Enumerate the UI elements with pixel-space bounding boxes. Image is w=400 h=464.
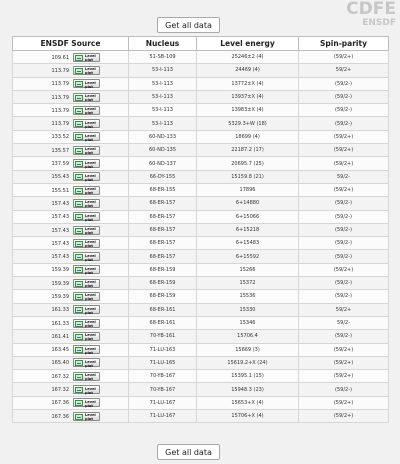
table-row xyxy=(13,277,389,290)
ensdf-source-link[interactable]: 161.41 xyxy=(51,333,69,340)
nucleus-cell: 68-ER-157 xyxy=(129,197,197,210)
level-plot-icon xyxy=(75,294,83,300)
table-row xyxy=(13,157,389,170)
nucleus-cell: 53-I-113 xyxy=(129,64,197,77)
source-cell xyxy=(13,77,129,90)
ensdf-source-link[interactable]: 113.79 xyxy=(51,94,69,101)
level-plot-button[interactable] xyxy=(73,146,100,155)
level-energy-cell: 15536 xyxy=(197,290,299,303)
level-energy-cell: 15619.2+X (24) xyxy=(197,356,299,369)
nucleus-cell: 68-ER-157 xyxy=(129,250,197,263)
table-row xyxy=(13,370,389,383)
ensdf-source-link[interactable]: 161.33 xyxy=(51,320,69,327)
levels-table xyxy=(12,36,389,423)
level-plot-icon xyxy=(75,148,83,154)
source-cell xyxy=(13,237,129,250)
level-plot-label: Level plot xyxy=(85,94,96,103)
source-cell xyxy=(13,130,129,143)
level-plot-label: Level plot xyxy=(85,240,96,249)
level-energy-cell: 15159.8 (21) xyxy=(197,170,299,183)
level-energy-cell: 15330 xyxy=(197,303,299,316)
ensdf-source-link[interactable]: 163.45 xyxy=(51,347,69,354)
source-cell xyxy=(13,410,129,423)
ensdf-source-link[interactable]: 135.57 xyxy=(51,147,69,154)
get-all-data-button-bottom[interactable]: Get all data xyxy=(157,444,220,460)
nucleus-cell: 68-ER-157 xyxy=(129,223,197,236)
nucleus-cell: 68-ER-159 xyxy=(129,290,197,303)
nucleus-cell: 53-I-113 xyxy=(129,104,197,117)
level-plot-label: Level plot xyxy=(85,359,96,368)
ensdf-source-link[interactable]: 155.43 xyxy=(51,174,69,181)
level-plot-icon xyxy=(75,414,83,420)
level-energy-cell: 24469 (4) xyxy=(197,64,299,77)
level-energy-cell: 15706+X (4) xyxy=(197,410,299,423)
spin-parity-cell: 59/2+ xyxy=(299,303,389,316)
source-cell xyxy=(13,51,129,64)
nucleus-cell: 71-LU-167 xyxy=(129,410,197,423)
spin-parity-cell: (59/2+) xyxy=(299,343,389,356)
spin-parity-cell: (59/2+) xyxy=(299,370,389,383)
ensdf-source-link[interactable]: 167.32 xyxy=(51,387,69,394)
ensdf-source-link[interactable]: 155.51 xyxy=(51,187,69,194)
level-plot-icon xyxy=(75,55,83,61)
level-energy-cell: 15706.4 xyxy=(197,330,299,343)
logo-text-ensdf: ENSDF xyxy=(362,18,396,28)
get-all-data-button-top[interactable]: Get all data xyxy=(157,17,220,33)
source-cell xyxy=(13,223,129,236)
spin-parity-cell: (59/2+) xyxy=(299,144,389,157)
level-plot-label: Level plot xyxy=(85,147,96,156)
table-row xyxy=(13,210,389,223)
source-cell xyxy=(13,343,129,356)
spin-parity-cell: (59/2-) xyxy=(299,117,389,130)
nucleus-cell: 68-ER-159 xyxy=(129,277,197,290)
level-plot-label: Level plot xyxy=(85,346,96,355)
level-plot-label: Level plot xyxy=(85,386,96,395)
nucleus-cell: 71-LU-167 xyxy=(129,396,197,409)
nucleus-cell: 68-ER-155 xyxy=(129,183,197,196)
level-energy-cell: 6+15483 xyxy=(197,237,299,250)
ensdf-source-link[interactable]: 157.43 xyxy=(51,200,69,207)
source-cell xyxy=(13,290,129,303)
column-header-ensdf-source[interactable]: ENSDF Source xyxy=(13,37,129,51)
source-cell xyxy=(13,157,129,170)
source-cell xyxy=(13,263,129,276)
level-plot-button[interactable] xyxy=(73,358,100,367)
level-plot-icon xyxy=(75,95,83,101)
level-plot-label: Level plot xyxy=(85,120,96,129)
spin-parity-cell: (59/2+) xyxy=(299,410,389,423)
ensdf-source-link[interactable]: 137.59 xyxy=(51,161,69,168)
level-energy-cell: 13937±X (4) xyxy=(197,90,299,103)
nucleus-cell: 71-LU-165 xyxy=(129,356,197,369)
level-plot-button[interactable] xyxy=(73,412,100,421)
level-energy-cell: 15669 (3) xyxy=(197,343,299,356)
level-plot-button[interactable] xyxy=(73,385,100,394)
nucleus-cell: 68-ER-159 xyxy=(129,263,197,276)
table-row xyxy=(13,223,389,236)
level-energy-cell: 6+15592 xyxy=(197,250,299,263)
level-plot-label: Level plot xyxy=(85,160,96,169)
level-plot-icon xyxy=(75,121,83,127)
source-cell xyxy=(13,303,129,316)
ensdf-source-link[interactable]: 113.79 xyxy=(51,107,69,114)
spin-parity-cell: (59/2-) xyxy=(299,90,389,103)
nucleus-cell: 60-ND-133 xyxy=(129,130,197,143)
table-row xyxy=(13,263,389,276)
level-plot-icon xyxy=(75,374,83,380)
level-plot-label: Level plot xyxy=(85,253,96,262)
level-plot-icon xyxy=(75,400,83,406)
level-plot-label: Level plot xyxy=(85,293,96,302)
level-plot-icon xyxy=(75,228,83,234)
level-plot-icon xyxy=(75,108,83,114)
spin-parity-cell: (59/2-) xyxy=(299,77,389,90)
table-row xyxy=(13,250,389,263)
nucleus-cell: 70-YB-167 xyxy=(129,370,197,383)
level-plot-label: Level plot xyxy=(85,320,96,329)
logo-text-cdfe: CDFE xyxy=(346,0,396,19)
ensdf-source-link[interactable]: 109.61 xyxy=(51,54,69,61)
nucleus-cell: 68-ER-161 xyxy=(129,316,197,329)
ensdf-source-link[interactable]: 157.43 xyxy=(51,214,69,221)
level-plot-button[interactable] xyxy=(73,159,100,168)
level-plot-label: Level plot xyxy=(85,187,96,196)
ensdf-source-link[interactable]: 167.36 xyxy=(51,400,69,407)
source-cell xyxy=(13,144,129,157)
ensdf-source-link[interactable]: 159.39 xyxy=(51,280,69,287)
level-plot-button[interactable] xyxy=(73,172,100,181)
level-plot-icon xyxy=(75,281,83,287)
table-row xyxy=(13,237,389,250)
column-header-spin-parity[interactable]: Spin-parity xyxy=(299,37,389,51)
level-plot-button[interactable] xyxy=(73,186,100,195)
spin-parity-cell: (59/2+) xyxy=(299,356,389,369)
source-cell xyxy=(13,356,129,369)
level-energy-cell: 15266 xyxy=(197,263,299,276)
nucleus-cell: 70-YB-161 xyxy=(129,330,197,343)
level-energy-cell: 15395.1 (15) xyxy=(197,370,299,383)
level-plot-button[interactable] xyxy=(73,305,100,314)
level-plot-button[interactable] xyxy=(73,292,100,301)
level-plot-button[interactable] xyxy=(73,79,100,88)
level-plot-icon xyxy=(75,321,83,327)
source-cell xyxy=(13,316,129,329)
table-row xyxy=(13,396,389,409)
level-plot-button[interactable] xyxy=(73,66,100,75)
table-row xyxy=(13,144,389,157)
spin-parity-cell: 59/2+ xyxy=(299,64,389,77)
source-cell xyxy=(13,90,129,103)
level-plot-icon xyxy=(75,347,83,353)
level-plot-icon xyxy=(75,334,83,340)
level-plot-icon xyxy=(75,307,83,313)
level-plot-label: Level plot xyxy=(85,200,96,209)
level-energy-cell: 25246±2 (4) xyxy=(197,51,299,64)
level-plot-icon xyxy=(75,201,83,207)
level-plot-icon xyxy=(75,214,83,220)
spin-parity-cell: (59/2-) xyxy=(299,223,389,236)
level-energy-cell: 18699 (4) xyxy=(197,130,299,143)
spin-parity-cell: (59/2-) xyxy=(299,237,389,250)
table-row xyxy=(13,130,389,143)
level-energy-cell: 6+14880 xyxy=(197,197,299,210)
level-energy-cell: 15346 xyxy=(197,316,299,329)
nucleus-cell: 68-ER-157 xyxy=(129,237,197,250)
level-plot-icon xyxy=(75,241,83,247)
table-row xyxy=(13,303,389,316)
level-plot-button[interactable] xyxy=(73,132,100,141)
source-cell xyxy=(13,330,129,343)
level-plot-label: Level plot xyxy=(85,133,96,142)
spin-parity-cell: (59/2+) xyxy=(299,183,389,196)
ensdf-source-link[interactable]: 159.39 xyxy=(51,293,69,300)
level-energy-cell: 17896 xyxy=(197,183,299,196)
level-plot-label: Level plot xyxy=(85,333,96,342)
table-row xyxy=(13,104,389,117)
level-plot-button[interactable] xyxy=(73,212,100,221)
level-plot-button[interactable] xyxy=(73,119,100,128)
ensdf-source-link[interactable]: 161.33 xyxy=(51,307,69,314)
level-energy-cell: 5329.3+W (18) xyxy=(197,117,299,130)
spin-parity-cell: 59/2- xyxy=(299,316,389,329)
spin-parity-cell: (59/2-) xyxy=(299,104,389,117)
nucleus-cell: 51-SB-109 xyxy=(129,51,197,64)
ensdf-source-link[interactable]: 159.39 xyxy=(51,267,69,274)
table-row xyxy=(13,90,389,103)
table-row xyxy=(13,197,389,210)
level-energy-cell: 22187.2 (17) xyxy=(197,144,299,157)
spin-parity-cell: (59/2-) xyxy=(299,383,389,396)
level-plot-button[interactable] xyxy=(73,252,100,261)
ensdf-source-link[interactable]: 157.43 xyxy=(51,254,69,261)
level-plot-label: Level plot xyxy=(85,54,96,63)
level-plot-label: Level plot xyxy=(85,80,96,89)
level-plot-button[interactable] xyxy=(73,279,100,288)
level-plot-button[interactable] xyxy=(73,372,100,381)
ensdf-source-link[interactable]: 167.32 xyxy=(51,373,69,380)
level-plot-label: Level plot xyxy=(85,213,96,222)
nucleus-cell: 60-ND-135 xyxy=(129,144,197,157)
level-plot-icon xyxy=(75,360,83,366)
level-energy-cell: 6+15218 xyxy=(197,223,299,236)
level-plot-label: Level plot xyxy=(85,306,96,315)
column-header-nucleus[interactable]: Nucleus xyxy=(129,37,197,51)
level-energy-cell: 15653+X (4) xyxy=(197,396,299,409)
level-plot-label: Level plot xyxy=(85,173,96,182)
level-plot-icon xyxy=(75,81,83,87)
table-row xyxy=(13,290,389,303)
table-row xyxy=(13,330,389,343)
table-row xyxy=(13,51,389,64)
nucleus-cell: 71-LU-163 xyxy=(129,343,197,356)
table-row xyxy=(13,383,389,396)
nucleus-cell: 68-ER-157 xyxy=(129,210,197,223)
ensdf-source-link[interactable]: 113.79 xyxy=(51,81,69,88)
source-cell xyxy=(13,250,129,263)
table-row xyxy=(13,183,389,196)
level-plot-icon xyxy=(75,161,83,167)
ensdf-source-link[interactable]: 157.43 xyxy=(51,227,69,234)
spin-parity-cell: (59/2+) xyxy=(299,130,389,143)
source-cell xyxy=(13,370,129,383)
table-row xyxy=(13,117,389,130)
ensdf-source-link[interactable]: 113.79 xyxy=(51,67,69,74)
ensdf-source-link[interactable]: 133.52 xyxy=(51,134,69,141)
ensdf-source-link[interactable]: 157.43 xyxy=(51,240,69,247)
level-plot-button[interactable] xyxy=(73,319,100,328)
source-cell xyxy=(13,210,129,223)
level-plot-icon xyxy=(75,68,83,74)
level-plot-icon xyxy=(75,174,83,180)
level-plot-label: Level plot xyxy=(85,280,96,289)
spin-parity-cell: (59/2-) xyxy=(299,277,389,290)
source-cell xyxy=(13,277,129,290)
level-plot-button[interactable] xyxy=(73,106,100,115)
level-energy-cell: 15372 xyxy=(197,277,299,290)
level-plot-button[interactable] xyxy=(73,53,100,62)
nucleus-cell: 66-DY-155 xyxy=(129,170,197,183)
spin-parity-cell: 59/2- xyxy=(299,170,389,183)
level-plot-icon xyxy=(75,387,83,393)
nucleus-cell: 53-I-113 xyxy=(129,77,197,90)
level-energy-cell: 6+15066 xyxy=(197,210,299,223)
level-plot-icon xyxy=(75,134,83,140)
spin-parity-cell: (59/2+) xyxy=(299,157,389,170)
level-plot-button[interactable] xyxy=(73,199,100,208)
column-header-level-energy[interactable]: Level energy xyxy=(197,37,299,51)
level-plot-button[interactable] xyxy=(73,345,100,354)
ensdf-source-link[interactable]: 167.36 xyxy=(51,413,69,420)
level-plot-label: Level plot xyxy=(85,227,96,235)
nucleus-cell: 53-I-113 xyxy=(129,90,197,103)
spin-parity-cell: (59/2-) xyxy=(299,330,389,343)
level-plot-icon xyxy=(75,254,83,260)
ensdf-source-link[interactable]: 165.40 xyxy=(51,360,69,367)
nucleus-cell: 70-YB-167 xyxy=(129,383,197,396)
level-plot-button[interactable] xyxy=(73,398,100,407)
source-cell xyxy=(13,170,129,183)
level-energy-cell: 15948.3 (23) xyxy=(197,383,299,396)
level-plot-label: Level plot xyxy=(85,67,96,76)
level-plot-button[interactable] xyxy=(73,93,100,102)
source-cell xyxy=(13,117,129,130)
table-row xyxy=(13,77,389,90)
spin-parity-cell: (59/2-) xyxy=(299,210,389,223)
level-plot-button[interactable] xyxy=(73,226,100,235)
ensdf-source-link[interactable]: 113.79 xyxy=(51,121,69,128)
spin-parity-cell: (59/2+) xyxy=(299,51,389,64)
table-row xyxy=(13,64,389,77)
spin-parity-cell: (59/2-) xyxy=(299,197,389,210)
source-cell xyxy=(13,197,129,210)
nucleus-cell: 68-ER-161 xyxy=(129,303,197,316)
source-cell xyxy=(13,104,129,117)
level-plot-icon xyxy=(75,188,83,194)
spin-parity-cell: (59/2-) xyxy=(299,250,389,263)
level-plot-button[interactable] xyxy=(73,332,100,341)
nucleus-cell: 53-I-113 xyxy=(129,117,197,130)
spin-parity-cell: (59/2-) xyxy=(299,290,389,303)
level-plot-label: Level plot xyxy=(85,266,96,275)
source-cell xyxy=(13,183,129,196)
level-plot-label: Level plot xyxy=(85,413,96,422)
source-cell xyxy=(13,396,129,409)
level-plot-label: Level plot xyxy=(85,399,96,408)
level-plot-icon xyxy=(75,267,83,273)
table-header-row xyxy=(13,37,389,51)
level-plot-button[interactable] xyxy=(73,239,100,248)
level-energy-cell: 13772±X (4) xyxy=(197,77,299,90)
cdfe-logo xyxy=(336,1,396,28)
level-energy-cell: 20695.7 (25) xyxy=(197,157,299,170)
level-plot-button[interactable] xyxy=(73,265,100,274)
nucleus-cell: 60-ND-137 xyxy=(129,157,197,170)
level-plot-label: Level plot xyxy=(85,107,96,116)
source-cell xyxy=(13,64,129,77)
table-row xyxy=(13,170,389,183)
table-row xyxy=(13,343,389,356)
level-plot-label: Level plot xyxy=(85,373,96,382)
table-row xyxy=(13,410,389,423)
spin-parity-cell: (59/2+) xyxy=(299,396,389,409)
table-row xyxy=(13,316,389,329)
table-row xyxy=(13,356,389,369)
spin-parity-cell: (59/2+) xyxy=(299,263,389,276)
level-energy-cell: 13983±X (4) xyxy=(197,104,299,117)
source-cell xyxy=(13,383,129,396)
